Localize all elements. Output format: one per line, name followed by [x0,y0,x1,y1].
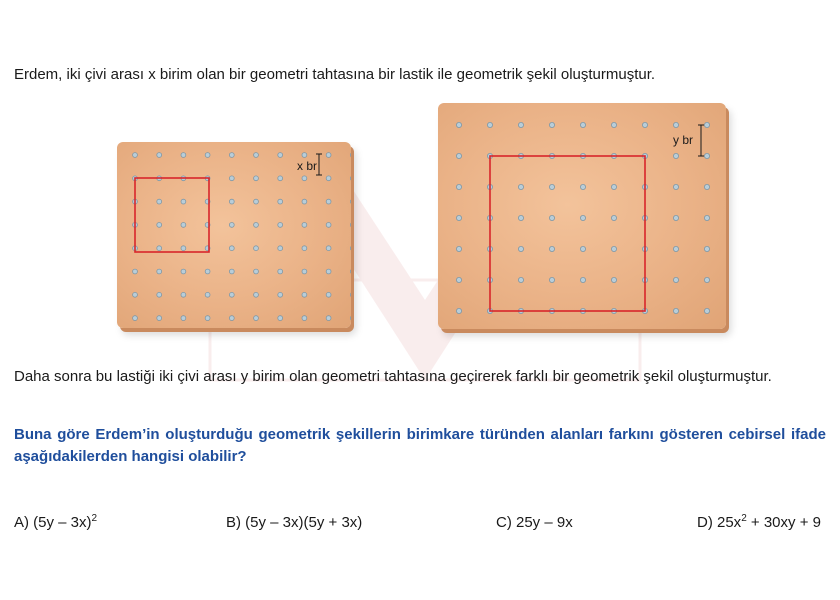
large-peg [580,277,585,282]
large-peg [704,308,709,313]
small-peg [326,292,331,297]
small-peg [278,153,283,158]
large-peg [549,184,554,189]
question-text: Buna göre Erdem’in oluşturduğu geometrik şekillerin birimkare türünden alanları farkını gösteren cebirsel ifade aşağıdakilerden hangisi olabilir? [14,426,826,465]
small-peg [278,246,283,251]
small-peg [205,316,210,321]
small-peg [229,316,234,321]
option-a[interactable] [14,512,97,534]
large-peg [580,122,585,127]
large-peg [673,184,678,189]
large-peg [704,184,709,189]
small-peg [157,269,162,274]
small-peg [350,176,351,181]
small-peg [350,246,351,251]
large-peg [611,277,616,282]
option-d-label: D) [697,514,713,531]
geoboard-small-grid [117,142,351,328]
small-peg [326,246,331,251]
geoboard-large [438,103,726,329]
large-peg [518,277,523,282]
large-peg [456,215,461,220]
small-peg [302,223,307,228]
geoboard-large-grid [438,103,726,329]
small-peg [229,246,234,251]
small-peg [181,199,186,204]
small-peg [254,292,259,297]
small-peg [326,269,331,274]
small-peg [229,269,234,274]
option-d[interactable] [697,512,821,534]
option-d-expr-post: + 30xy + 9 [746,514,821,531]
small-peg [302,292,307,297]
small-peg [157,316,162,321]
large-peg [456,184,461,189]
option-c[interactable] [496,512,573,534]
small-peg [157,246,162,251]
large-peg [518,215,523,220]
small-peg [254,176,259,181]
square-shape [135,178,209,252]
small-peg [278,316,283,321]
small-peg [205,292,210,297]
large-peg [642,122,647,127]
option-b-label: B) [226,514,241,531]
small-peg [205,153,210,158]
large-peg [673,153,678,158]
option-a-expr: (5y – 3x) [33,514,92,531]
large-peg [487,122,492,127]
unit-label-y: y br [673,133,694,147]
intro-text: Erdem, iki çivi arası x birim olan bir geometri tahtasına bir lastik ile geometrik şekil oluşturmuştur. [14,66,656,83]
large-peg [518,122,523,127]
unit-bracket-y [698,125,704,156]
large-peg [704,122,709,127]
small-peg [181,316,186,321]
small-peg [157,292,162,297]
large-peg [549,215,554,220]
small-peg [181,223,186,228]
small-peg [326,316,331,321]
option-b-expr: (5y – 3x)(5y + 3x) [245,514,363,531]
large-peg [704,153,709,158]
option-d-expr-pre: 25x [717,514,742,531]
small-peg [254,199,259,204]
small-peg [326,223,331,228]
unit-label-x: x br [297,159,318,173]
small-peg [157,199,162,204]
small-peg [254,246,259,251]
small-peg [302,316,307,321]
small-peg [229,153,234,158]
small-peg [302,246,307,251]
small-peg [229,199,234,204]
large-square-shape [490,156,645,311]
large-peg [611,184,616,189]
large-peg [704,277,709,282]
large-peg [549,246,554,251]
large-peg [673,246,678,251]
large-peg [611,215,616,220]
small-peg [181,292,186,297]
small-peg [350,269,351,274]
large-peg [518,184,523,189]
small-peg [278,199,283,204]
option-d-sup: 2 [741,513,747,524]
small-peg [133,292,138,297]
small-peg [254,316,259,321]
small-peg [326,153,331,158]
option-a-label: A) [14,514,29,531]
small-peg [254,223,259,228]
large-peg [704,215,709,220]
followup-text: Daha sonra bu lastiği iki çivi arası y birim olan geometri tahtasına geçirerek farklı bir geometrik şekil oluşturmuştur. [14,368,772,385]
small-peg [302,199,307,204]
small-peg [133,269,138,274]
option-a-sup: 2 [91,513,98,524]
small-peg [205,269,210,274]
small-peg [350,292,351,297]
large-peg [673,277,678,282]
option-b[interactable] [226,512,362,534]
small-peg [229,292,234,297]
small-peg [133,316,138,321]
small-peg [326,199,331,204]
small-peg [229,176,234,181]
large-peg [549,277,554,282]
large-peg [456,153,461,158]
large-peg [580,215,585,220]
large-peg [673,215,678,220]
pegs-large [456,122,709,313]
option-c-label: C) [496,514,512,531]
small-peg [229,223,234,228]
small-peg [157,223,162,228]
small-peg [133,153,138,158]
large-peg [456,246,461,251]
small-peg [350,223,351,228]
large-peg [673,122,678,127]
small-peg [278,292,283,297]
small-peg [157,153,162,158]
large-peg [673,308,678,313]
small-peg [278,223,283,228]
small-peg [254,269,259,274]
large-peg [580,184,585,189]
small-peg [302,269,307,274]
large-peg [580,246,585,251]
small-peg [350,153,351,158]
large-peg [549,122,554,127]
small-peg [302,176,307,181]
large-peg [456,122,461,127]
small-peg [278,176,283,181]
small-peg [254,153,259,158]
large-peg [456,308,461,313]
small-peg [350,316,351,321]
small-peg [302,153,307,158]
large-peg [704,246,709,251]
option-c-expr: 25y – 9x [516,514,573,531]
large-peg [611,246,616,251]
geoboard-small [117,142,351,328]
large-peg [456,277,461,282]
small-peg [278,269,283,274]
small-peg [326,176,331,181]
small-peg [181,246,186,251]
small-peg [350,199,351,204]
large-peg [518,246,523,251]
large-peg [611,122,616,127]
small-peg [181,153,186,158]
small-peg [181,269,186,274]
